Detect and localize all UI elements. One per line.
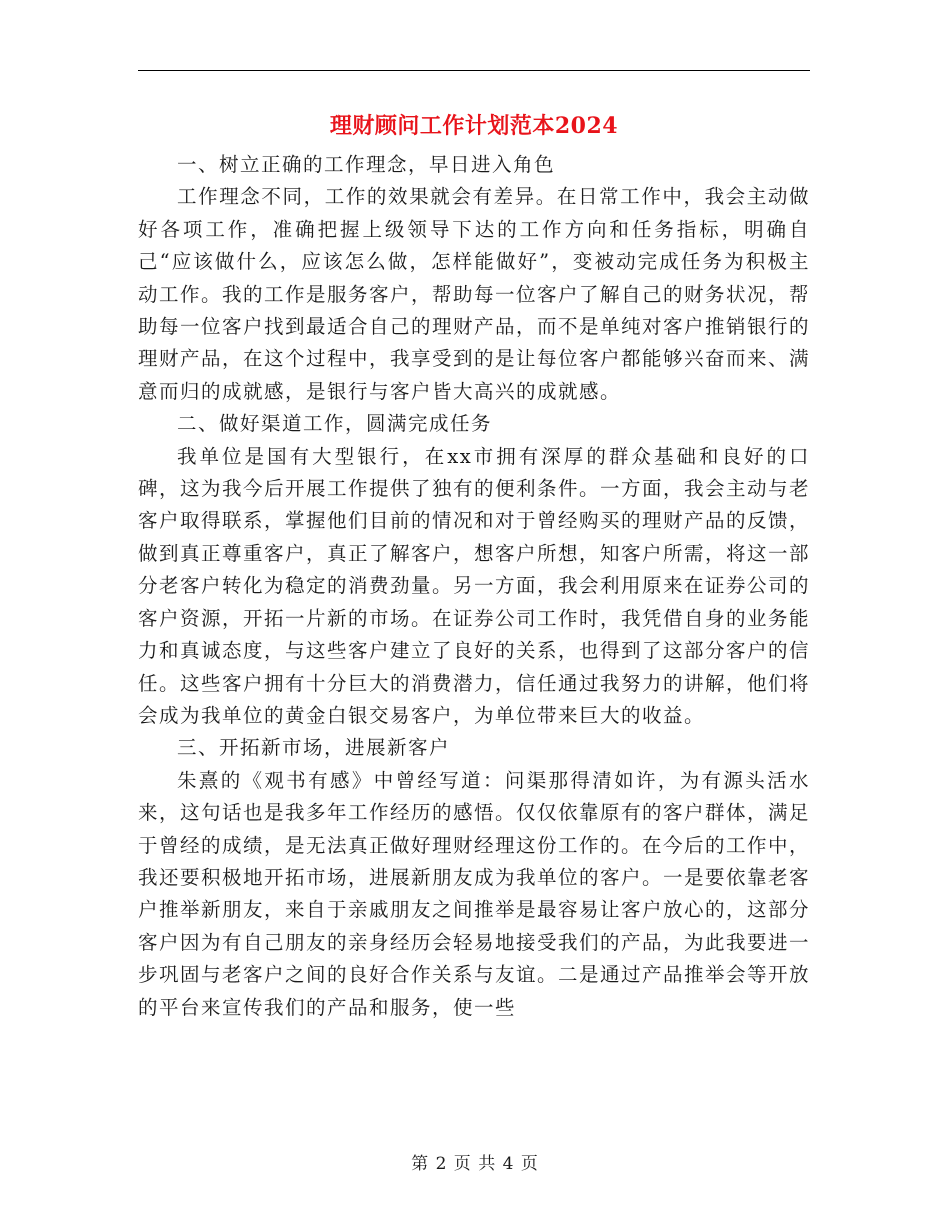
paragraph-3: 朱熹的《观书有感》中曾经写道：问渠那得清如许，为有源头活水来，这句话也是我多年工作经历的感悟。仅仅依靠原有的客户群体，满足于曾经的成绩，是无法真正做好理财经理这份工作的。在今后的工作中，我还要积极地开拓市场，进展新朋友成为我单位的客户。一是要依靠老客户推举新朋友，来自于亲戚朋友之间推举是最容易让客户放心的，这部分客户因为有自己朋友的亲身经历会轻易地接受我们的产品，为此我要进一步巩固与老客户之间的良好合作关系与友谊。二是通过产品推举会等开放的平台来宣传我们的产品和服务，使一些	[138, 768, 811, 1019]
paragraph-1: 工作理念不同，工作的效果就会有差异。在日常工作中，我会主动做好各项工作，准确把握上级领导下达的工作方向和任务指标，明确自己“应该做什么，应该怎么做，怎样能做好”，变被动完成任务为积极主动工作。我的工作是服务客户，帮助每一位客户了解自己的财务状况，帮助每一位客户找到最适合自己的理财产品，而不是单纯对客户推销银行的理财产品，在这个过程中，我享受到的是让每位客户都能够兴奋而来、满意而归的成就感，是银行与客户皆大高兴的成就感。	[138, 185, 811, 403]
section-heading-2: 二、做好渠道工作，圆满完成任务	[177, 412, 493, 436]
header-rule	[138, 70, 810, 71]
section-heading-1: 一、树立正确的工作理念，早日进入角色	[177, 153, 556, 176]
document-body	[138, 149, 810, 1024]
document-title: 理财顾问工作计划范本2024	[329, 113, 619, 139]
section-heading-3: 三、开拓新市场，进展新客户	[177, 736, 451, 760]
paragraph-2: 我单位是国有大型银行，在xx市拥有深厚的群众基础和良好的口碑，这为我今后开展工作提供了独有的便利条件。一方面，我会主动与老客户取得联系，掌握他们目前的情况和对于曾经购买的理财产品的反馈，做到真正尊重客户，真正了解客户，想客户所想，知客户所需，将这一部分老客户转化为稳定的消费劲量。另一方面，我会利用原来在证券公司的客户资源，开拓一片新的市场。在证券公司工作时，我凭借自身的业务能力和真诚态度，与这些客户建立了良好的关系，也得到了这部分客户的信任。这些客户拥有十分巨大的消费潜力，信任通过我努力的讲解，他们将会成为我单位的黄金白银交易客户，为单位带来巨大的收益。	[138, 444, 811, 727]
page-number-footer: 第 2 页 共 4 页	[411, 1154, 539, 1174]
